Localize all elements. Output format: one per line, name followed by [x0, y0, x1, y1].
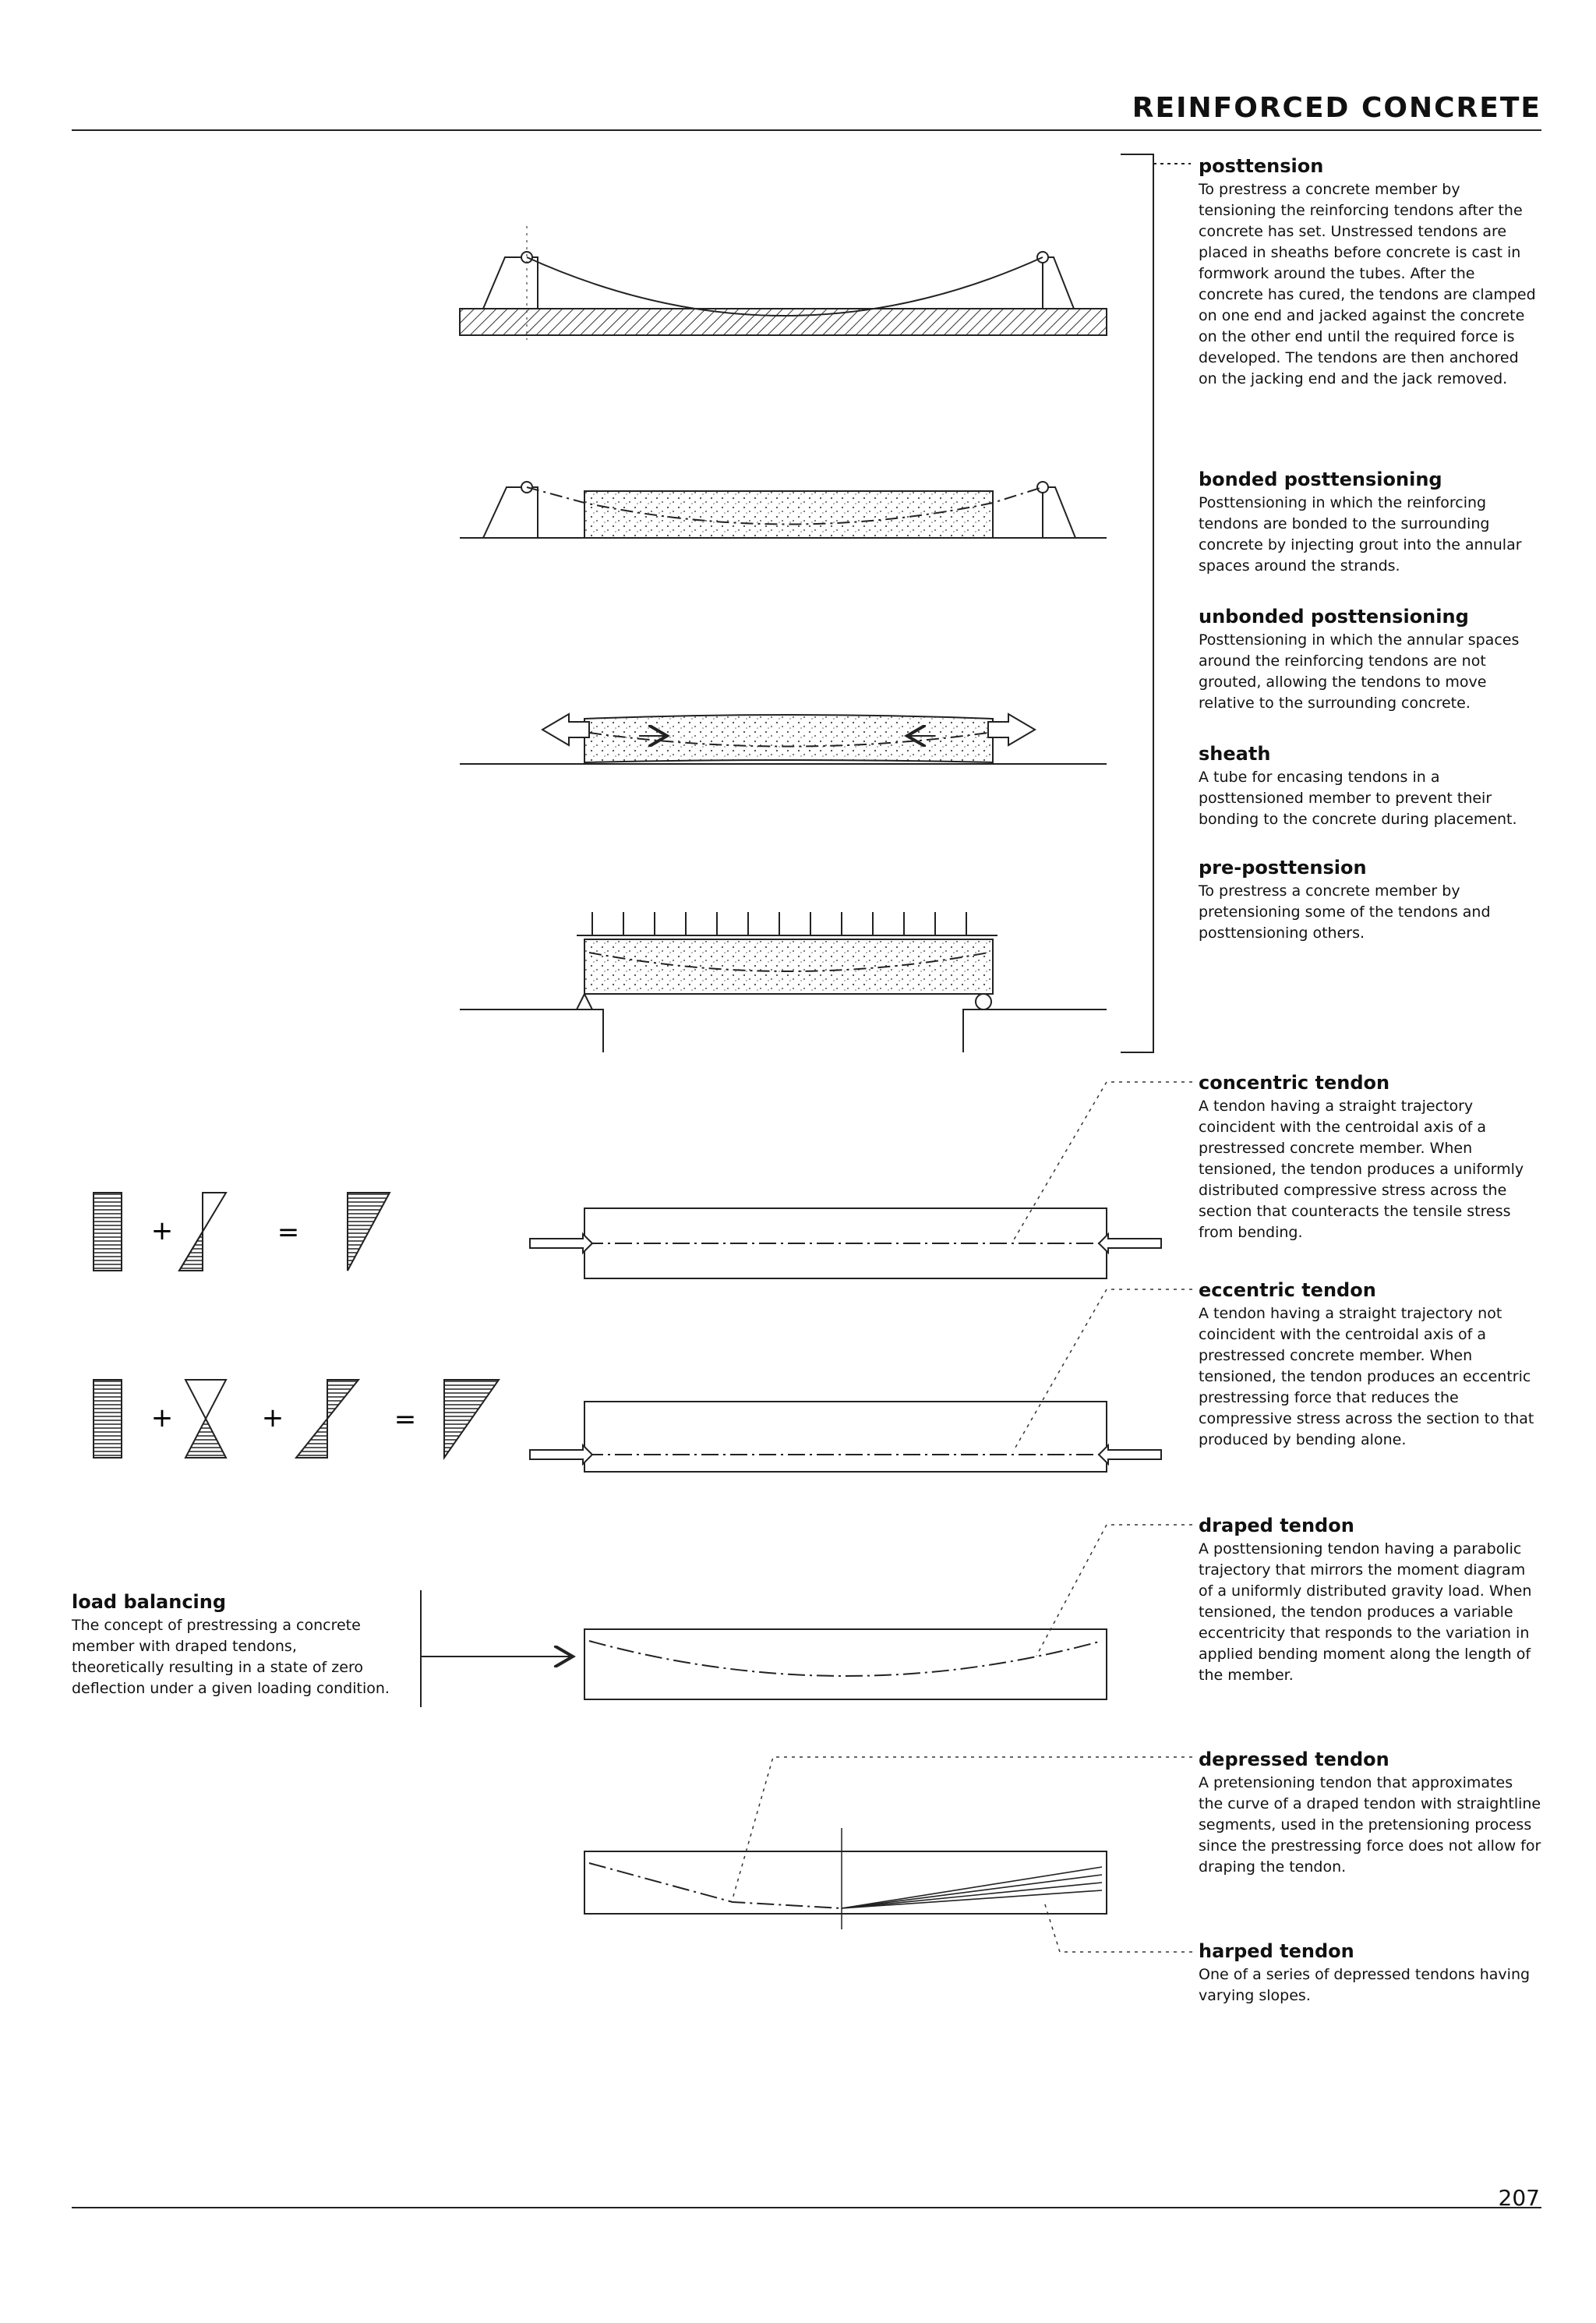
entry-definition: A pretensioning tendon that approximates the curve of a draped tendon with straightline segments, used in the pretensioning process since the prestressing force does not allow for draping the tendon.	[1199, 1774, 1541, 1876]
posttension-figure-3	[460, 714, 1107, 764]
entry-definition: Posttensioning in which the reinforcing tendons are bonded to the surrounding concrete by injecting grout into the annular spaces around the strands.	[1199, 494, 1522, 575]
concentric-tendon-beam	[530, 1082, 1192, 1278]
entry-term: load balancing	[72, 1591, 227, 1613]
entry-term: draped tendon	[1199, 1515, 1354, 1536]
draped-tendon-beam	[421, 1525, 1192, 1707]
posttension-bracket	[1121, 154, 1191, 1052]
posttension-figure-2	[460, 482, 1107, 538]
stress-diagram-eccentric	[94, 1380, 499, 1458]
depressed-tendon-beam	[584, 1757, 1192, 1952]
posttension-figure-1	[460, 226, 1107, 340]
entry-definition: Posttensioning in which the annular spaces around the reinforcing tendons are not grouted, allowing the tendons to move relative to the surrounding concrete.	[1199, 631, 1520, 712]
entry-definition: A tendon having a straight trajectory not coincident with the centroidal axis of a prestressed concrete member. When tensioned, the tendon produces an eccentric prestressing force that reduces the compressive stress across the section to that produced by bending alone.	[1199, 1305, 1534, 1448]
entry-definition: A tendon having a straight trajectory coincident with the centroidal axis of a prestressed concrete member. When tensioned, the tendon produces a uniformly distributed compressive stress across the section that counteracts the tensile stress from bending.	[1199, 1098, 1524, 1241]
entry-definition: One of a series of depressed tendons having varying slopes.	[1199, 1966, 1531, 2004]
svg-text:+: +	[150, 1215, 174, 1246]
svg-text:=: =	[277, 1217, 300, 1248]
svg-text:+: +	[261, 1402, 284, 1434]
entry-definition: A posttensioning tendon having a parabolic trajectory that mirrors the moment diagram of a uniformly distributed gravity load. When tensioned, the tendon produces a variable eccentricity that responds to the variation in applied bending moment along the length of the member.	[1199, 1540, 1532, 1684]
entry-term: bonded posttensioning	[1199, 468, 1442, 490]
entry-definition: A tube for encasing tendons in a posttensioned member to prevent their bonding to the concrete during placement.	[1199, 769, 1517, 828]
page-number: 207	[1498, 2185, 1540, 2211]
entry-term: unbonded posttensioning	[1199, 606, 1469, 628]
entry-term: harped tendon	[1199, 1940, 1354, 1962]
eccentric-tendon-beam	[530, 1289, 1192, 1472]
posttension-figure-4	[460, 912, 1107, 1052]
entry-term: sheath	[1199, 743, 1271, 765]
entry-term: posttension	[1199, 155, 1324, 177]
entry-term: pre-posttension	[1199, 857, 1367, 879]
page-title: REINFORCED CONCRETE	[1132, 92, 1541, 124]
entry-term: eccentric tendon	[1199, 1279, 1376, 1301]
stress-diagram-concentric	[94, 1193, 390, 1271]
svg-text:+: +	[150, 1402, 174, 1434]
entry-term: depressed tendon	[1199, 1748, 1389, 1770]
entry-term: concentric tendon	[1199, 1072, 1390, 1094]
entry-definition: The concept of prestressing a concrete member with draped tendons, theoretically resulting in a state of zero deflection under a given loading condition.	[72, 1617, 390, 1697]
entry-definition: To prestress a concrete member by pretensioning some of the tendons and posttensioning others.	[1199, 882, 1491, 942]
svg-text:=: =	[394, 1404, 417, 1435]
entry-definition: To prestress a concrete member by tensioning the reinforcing tendons after the concrete has set. Unstressed tendons are placed in sheaths before concrete is cast in formwork around the tubes. After the concrete has cured, the tendons are clamped on one end and jacked against the concrete on the other end until the required force is developed. The tendons are then anchored on the jacking end and the jack removed.	[1199, 181, 1536, 387]
